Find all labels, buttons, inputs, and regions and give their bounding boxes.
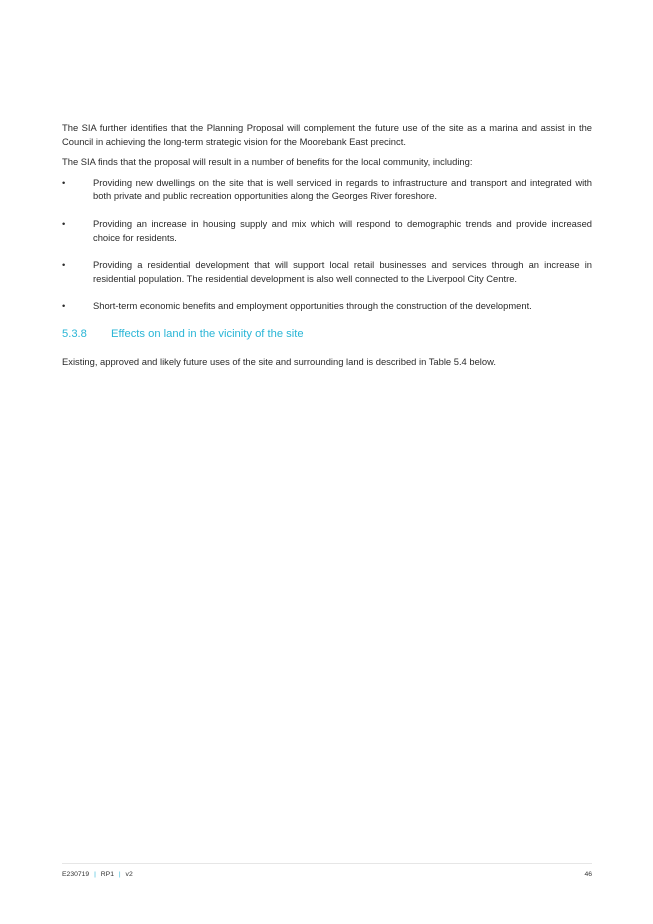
section-number: 5.3.8 <box>62 327 87 340</box>
paragraph-sia-complement: The SIA further identifies that the Planning Proposal will complement the future use of the site as a marina and assist in the Council in achieving the long-term strategic vision for the Moorebank East precinct. <box>62 122 592 147</box>
bullet-marker: • <box>62 259 66 271</box>
bullet-marker: • <box>62 300 66 312</box>
footer-separator: | <box>94 871 96 878</box>
paragraph-sia-benefits-intro: The SIA finds that the proposal will result in a number of benefits for the local community, including: <box>62 156 473 168</box>
page-footer <box>62 871 592 878</box>
footer-separator: | <box>118 871 121 878</box>
list-item <box>62 217 592 244</box>
list-item-text: Providing new dwellings on the site that is well serviced in regards to infrastructure and transport and integrated with both private and public recreation opportunities along the Georges River foreshore. <box>93 176 592 202</box>
section-title: Effects on land in the vicinity of the site <box>111 327 304 340</box>
footer-divider <box>62 863 592 864</box>
list-item-text: Providing an increase in housing supply and mix which will respond to demographic trends and provide increased choice for residents. <box>93 217 592 243</box>
paragraph-existing-uses: Existing, approved and likely future uses of the site and surrounding land is described in Table 5.4 below. <box>62 355 496 367</box>
bullet-marker: • <box>62 217 66 229</box>
document-body <box>62 121 592 376</box>
list-item-text: Short-term economic benefits and employment opportunities through the construction of the development. <box>93 300 532 312</box>
doc-id: E230719 <box>62 871 90 878</box>
page-number: 46 <box>584 871 592 878</box>
report-id: RP1 <box>100 871 114 878</box>
version: v2 <box>125 871 133 878</box>
benefits-list <box>62 176 592 313</box>
list-item-text: Providing a residential development that will support local retail businesses and services through an increase in residential population. The residential development is also well connected to the Liverpool City Centre. <box>93 259 592 284</box>
section-heading <box>62 327 592 341</box>
list-item <box>62 299 592 313</box>
footer-document-reference <box>62 871 133 878</box>
bullet-marker: • <box>62 176 66 188</box>
list-item <box>62 176 592 203</box>
list-item <box>62 258 592 285</box>
